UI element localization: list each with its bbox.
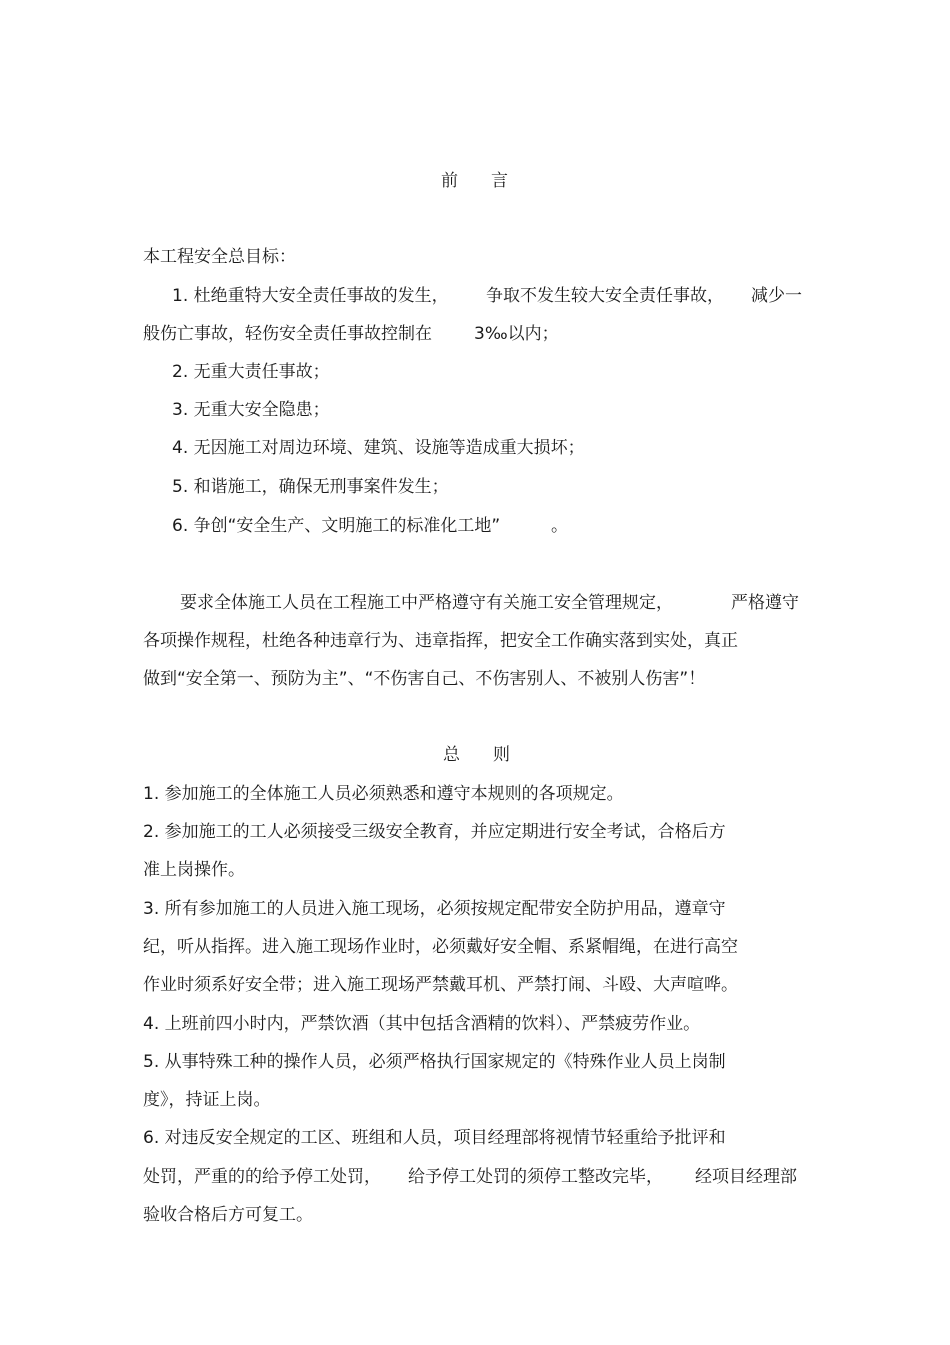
rule-6-line-2a: 处罚，严重的的给予停工处罚， [143,1167,381,1187]
rule-2-line-2: 准上岗操作。 [143,860,245,880]
rule-4: 4. 上班前四小时内，严禁饮酒（其中包括含酒精的饮料）、严禁疲劳作业。 [143,1014,701,1034]
goal-1-line-1b: 争取不发生较大安全责任事故， [486,286,724,306]
requirement-line-1a: 要求全体施工人员在工程施工中严格遵守有关施工安全管理规定， [180,593,673,613]
preface-title-right: 言 [491,171,508,191]
goal-1-line-2a: 般伤亡事故，轻伤安全责任事故控制在 [143,324,432,344]
preface-intro: 本工程安全总目标： [143,247,296,267]
goal-5: 5. 和谐施工，确保无刑事案件发生； [172,477,449,497]
preface-title-left: 前 [441,171,458,191]
rule-5-line-1: 5. 从事特殊工种的操作人员，必须严格执行国家规定的《特殊作业人员上岗制 [143,1052,726,1072]
goal-3: 3. 无重大安全隐患； [172,400,330,420]
rule-6-line-1: 6. 对违反安全规定的工区、班组和人员，项目经理部将视情节轻重给予批评和 [143,1128,726,1148]
general-title-right: 则 [493,745,510,765]
rule-3-line-2: 纪，听从指挥。进入施工现场作业时，必须戴好安全帽、系紧帽绳，在进行高空 [143,937,738,957]
rule-6-line-3: 验收合格后方可复工。 [143,1205,313,1225]
goal-6a: 6. 争创“安全生产、文明施工的标准化工地” [172,516,501,536]
rule-1: 1. 参加施工的全体施工人员必须熟悉和遵守本规则的各项规定。 [143,784,624,804]
goal-1-line-1a: 1. 杜绝重特大安全责任事故的发生， [172,286,449,306]
goal-4: 4. 无因施工对周边环境、建筑、设施等造成重大损坏； [172,438,585,458]
goal-6b: 。 [551,516,568,536]
requirement-line-2: 各项操作规程，杜绝各种违章行为、违章指挥，把安全工作确实落到实处，真正 [143,631,738,651]
rule-6-line-2c: 经项目经理部 [695,1167,797,1187]
goal-1-line-2b: 3‰以内； [474,324,559,344]
rule-3-line-1: 3. 所有参加施工的人员进入施工现场，必须按规定配带安全防护用品，遵章守 [143,899,726,919]
rule-2-line-1: 2. 参加施工的工人必须接受三级安全教育，并应定期进行安全考试，合格后方 [143,822,726,842]
rule-3-line-3: 作业时须系好安全带；进入施工现场严禁戴耳机、严禁打闹、斗殴、大声喧哗。 [143,975,738,995]
general-title-left: 总 [443,745,460,765]
rule-5-line-2: 度》，持证上岗。 [143,1090,271,1110]
requirement-line-3: 做到“安全第一、预防为主”、“不伤害自己、不伤害别人、不被别人伤害”！ [143,669,706,689]
requirement-line-1b: 严格遵守 [731,593,799,613]
rule-6-line-2b: 给予停工处罚的须停工整改完毕， [408,1167,663,1187]
goal-2: 2. 无重大责任事故； [172,362,330,382]
goal-1-line-1c: 减少一 [751,286,802,306]
